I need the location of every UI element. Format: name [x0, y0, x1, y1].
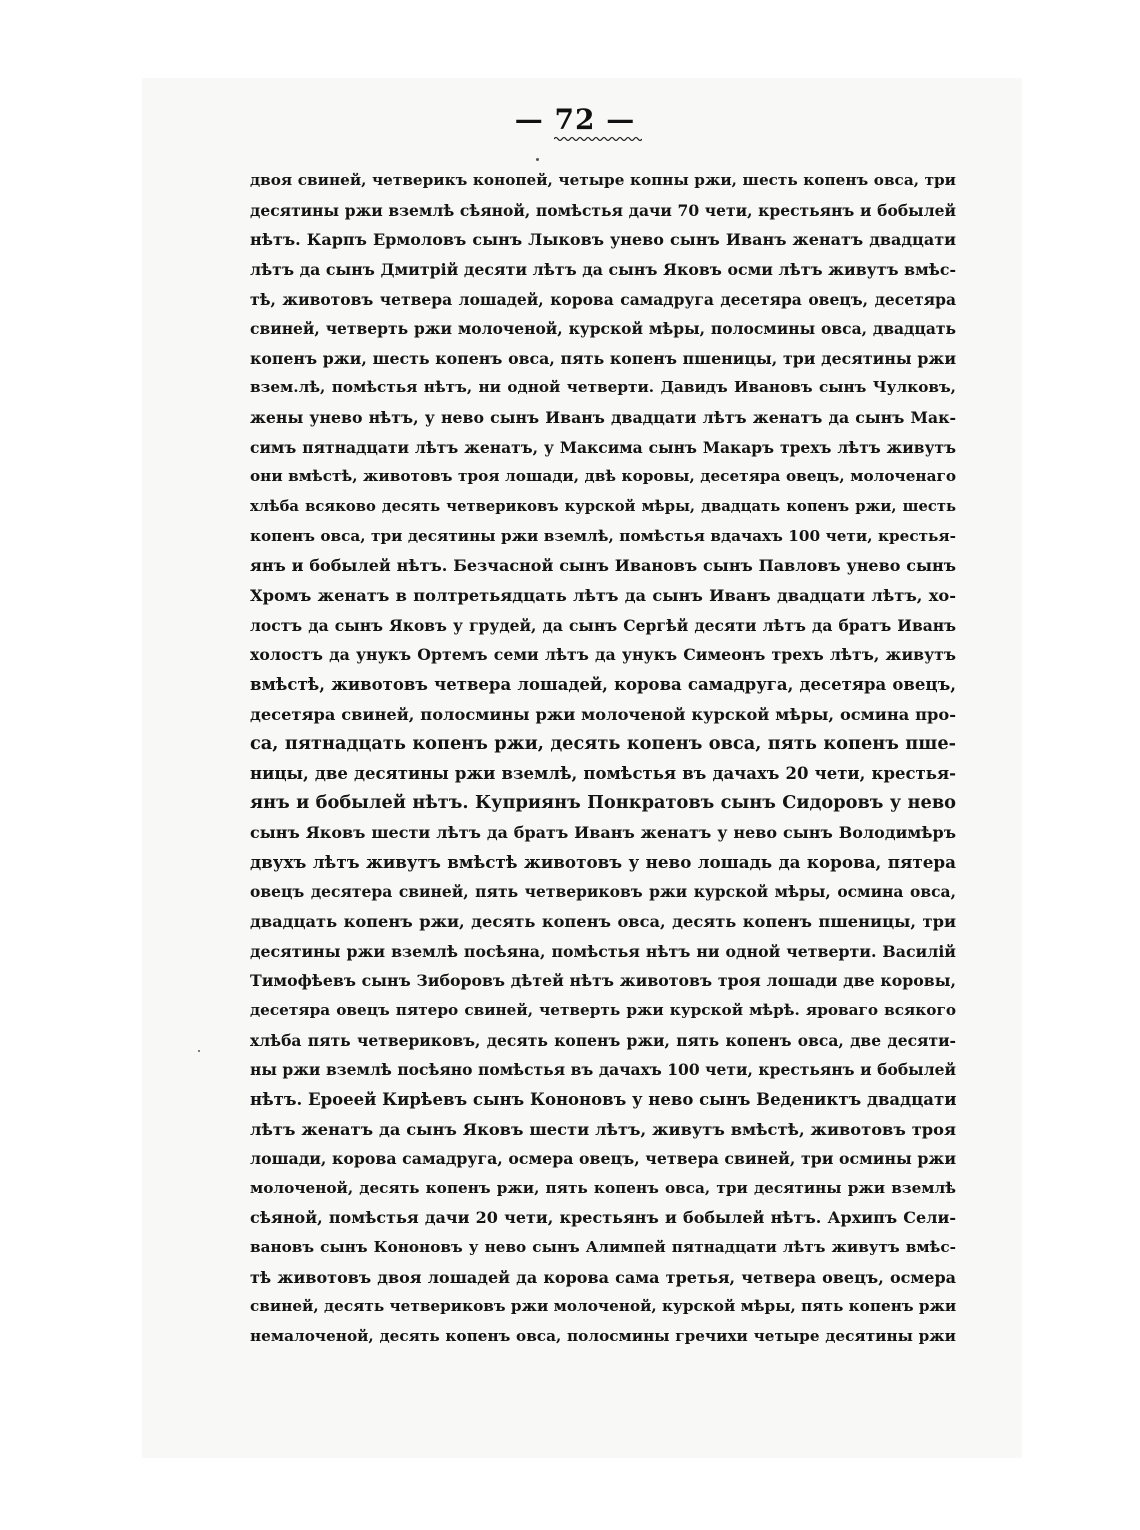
text-line: они вмѣстѣ, животовъ троя лошади, двѣ коровы, десетяра овецъ, молоченаго	[250, 467, 956, 486]
text-line: вмѣстѣ, животовъ четвера лошадей, корова самадруга, десетяра овецъ,	[250, 674, 956, 694]
text-line: лостъ да сынъ Яковъ у грудей, да сынъ Сергѣй десяти лѣтъ да братъ Иванъ	[250, 615, 956, 635]
text-line: копенъ овса, три десятины ржи вземлѣ, помѣстья вдачахъ 100 чети, крестья-	[250, 526, 956, 545]
text-line: хлѣба пять четвериковъ, десять копенъ ржи, пять копенъ овса, две десяти-	[250, 1030, 956, 1050]
text-line: свиней, четверть ржи молоченой, курской мѣры, полосмины овса, двадцать	[250, 319, 956, 339]
text-line: десятины ржи вземлѣ сѣяной, помѣстья дачи 70 чети, крестьянъ и бобылей	[250, 200, 956, 220]
text-line: холостъ да унукъ Ортемъ семи лѣтъ да унукъ Симеонъ трехъ лѣтъ, живутъ	[250, 645, 956, 665]
text-line: Тимофѣевъ сынъ Зиборовъ дѣтей нѣтъ животовъ троя лошади две коровы,	[250, 971, 956, 991]
text-line: янъ и бобылей нѣтъ. Куприянъ Понкратовъ сынъ Сидоровъ у нево	[250, 792, 956, 814]
text-line: симъ пятнадцати лѣтъ женатъ, у Максима сынъ Макаръ трехъ лѣтъ живутъ	[250, 437, 956, 457]
text-line: жены унево нѣтъ, у нево сынъ Иванъ двадцати лѣтъ женатъ да сынъ Мак-	[250, 408, 956, 428]
text-line: янъ и бобылей нѣтъ. Безчасной сынъ Ивановъ сынъ Павловъ унево сынъ	[250, 556, 956, 576]
text-line: десетяра свиней, полосмины ржи молоченой курской мѣры, осмина про-	[250, 704, 956, 724]
text-line: лѣтъ женатъ да сынъ Яковъ шести лѣтъ, живутъ вмѣстѣ, животовъ троя	[250, 1119, 956, 1139]
print-speck	[198, 1050, 200, 1052]
body-text	[250, 166, 956, 1352]
text-line: са, пятнадцать копенъ ржи, десять копенъ овса, пять копенъ пше-	[250, 733, 956, 755]
text-line: вановъ сынъ Кононовъ у нево сынъ Алимпей пятнадцати лѣтъ живутъ вмѣс-	[250, 1238, 956, 1257]
text-line: молоченой, десять копенъ ржи, пять копенъ овса, три десятины ржи вземлѣ	[250, 1178, 956, 1197]
print-speck	[536, 158, 539, 161]
text-line: сѣяной, помѣстья дачи 20 чети, крестьянъ и бобылей нѣтъ. Архипъ Сели-	[250, 1208, 956, 1228]
text-line: немалоченой, десять копенъ овса, полосмины гречихи четыре десятины ржи	[250, 1326, 956, 1345]
text-line: тѣ, животовъ четвера лошадей, корова самадруга десетяра овецъ, десетяра	[250, 289, 956, 309]
text-line: ны ржи вземлѣ посѣяно помѣстья въ дачахъ 100 чети, крестьянъ и бобылей	[250, 1060, 956, 1080]
text-line: двухъ лѣтъ живутъ вмѣстѣ животовъ у нево лошадь да корова, пятера	[250, 851, 956, 872]
text-line: овецъ десятера свиней, пять четвериковъ ржи курской мѣры, осмина овса,	[250, 882, 956, 902]
text-line: десятины ржи вземлѣ посѣяна, помѣстья нѣтъ ни одной четверти. Василій	[250, 941, 956, 961]
text-line: двадцать копенъ ржи, десять копенъ овса, десять копенъ пшеницы, три	[250, 912, 956, 932]
text-line: нѣтъ. Карпъ Ермоловъ сынъ Лыковъ унево сынъ Иванъ женатъ двадцати	[250, 230, 956, 250]
page-number: — 72 —	[514, 103, 636, 136]
text-line: ницы, две десятины ржи вземлѣ, помѣстья въ дачахъ 20 чети, крестья-	[250, 763, 956, 783]
text-line: тѣ животовъ двоя лошадей да корова сама третья, четвера овецъ, осмера	[250, 1267, 956, 1287]
text-line: свиней, десять четвериковъ ржи молоченой, курской мѣры, пять копенъ ржи	[250, 1297, 956, 1316]
text-line: сынъ Яковъ шести лѣтъ да братъ Иванъ женатъ у нево сынъ Володимѣръ	[250, 823, 956, 843]
text-line: нѣтъ. Ероеей Кирѣевъ сынъ Кононовъ у нево сынъ Ведениктъ двадцати	[250, 1089, 956, 1109]
text-line: хлѣба всяково десять четвериковъ курской мѣры, двадцать копенъ ржи, шесть	[250, 498, 956, 516]
wavy-rule-ornament	[554, 136, 642, 142]
text-line: двоя свиней, четверикъ конопей, четыре копны ржи, шесть копенъ овса, три	[250, 171, 956, 189]
page-header	[0, 104, 1140, 136]
text-line: лошади, корова самадруга, осмера овецъ, четвера свиней, три осмины ржи	[250, 1149, 956, 1169]
text-line: копенъ ржи, шесть копенъ овса, пять копенъ пшеницы, три десятины ржи	[250, 348, 956, 368]
text-line: лѣтъ да сынъ Дмитрій десяти лѣтъ да сынъ Яковъ осми лѣтъ живутъ вмѣс-	[250, 259, 956, 279]
text-line: Хромъ женатъ в полтретьядцать лѣтъ да сынъ Иванъ двадцати лѣтъ, хо-	[250, 585, 956, 605]
text-line: взем.лѣ, помѣстья нѣтъ, ни одной четверти. Давидъ Ивановъ сынъ Чулковъ,	[250, 378, 956, 397]
text-line: десетяра овецъ пятеро свиней, четверть ржи курской мѣрѣ. яроваго всякого	[250, 1000, 956, 1019]
